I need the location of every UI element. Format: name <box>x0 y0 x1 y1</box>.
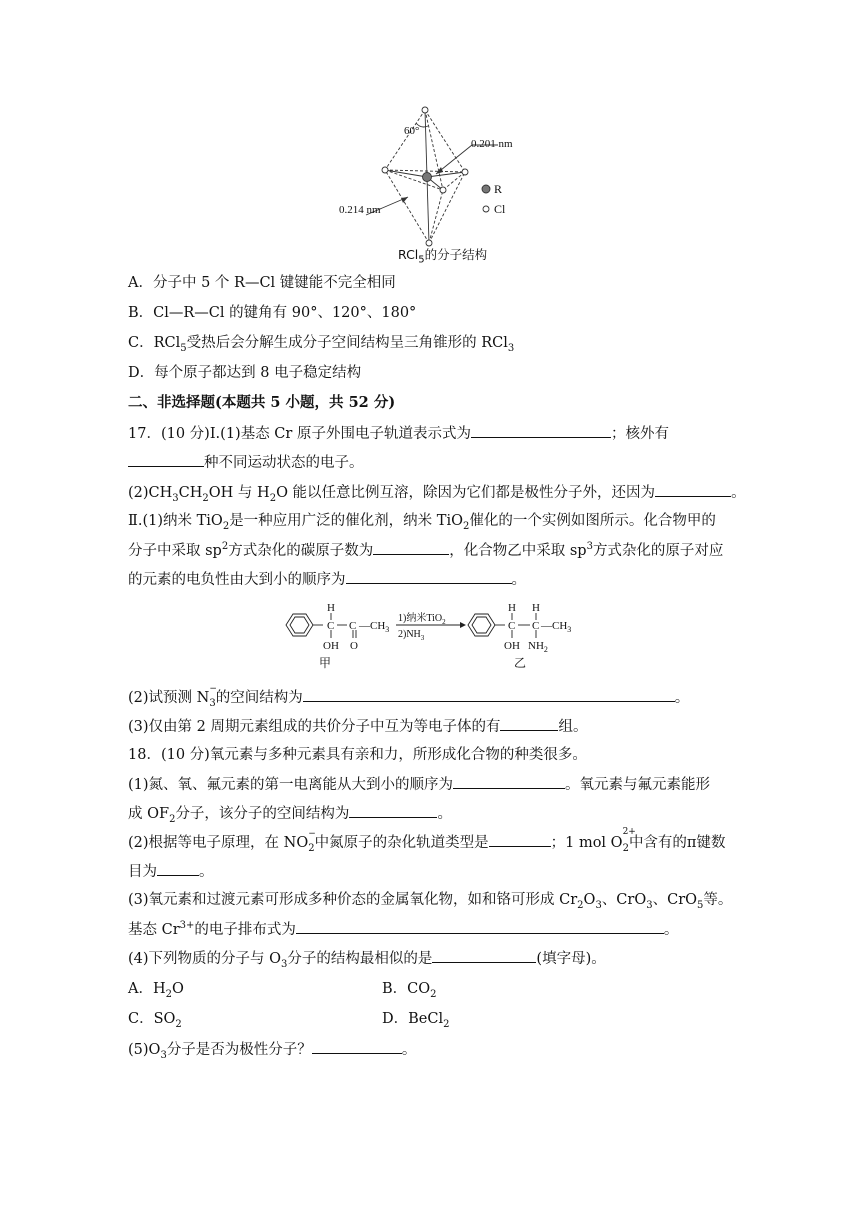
reactant-ch3: $—CH_3$ <box>359 620 390 634</box>
q16-option-c: C．RCl$_5$受热后会分解生成分子空间结构呈三角锥形的 RCl$_3$ <box>128 335 515 354</box>
product-ch3: $—CH_3$ <box>541 620 572 634</box>
legend-r: R <box>494 182 503 196</box>
answer-blank[interactable] <box>296 919 664 934</box>
answer-blank[interactable] <box>432 948 536 963</box>
q17-line6: 的元素的电负性由大到小的顺序为 。 <box>128 569 526 590</box>
q17-line7: (2)试预测 N $_{- 3}$的空间结构为 。 <box>128 683 690 709</box>
angle-label: 60° <box>404 125 420 137</box>
answer-blank[interactable] <box>655 482 731 497</box>
q18-options-row1 <box>128 979 628 999</box>
q17-line3: $(2)CH_3CH_2OH$ 与 $H_2O$ 能以任意比例互溶，除因为它们都是极性分子外，还因为 。 <box>128 482 746 503</box>
reactant-c2: C <box>349 620 357 632</box>
answer-blank[interactable] <box>157 861 199 876</box>
q18-line1: 18．(10 分)氧元素与多种元素具有亲和力，所形成化合物的种类很多。 <box>128 747 587 763</box>
section-heading: 二、非选择题(本题共 5 小题，共 52 分) <box>128 394 396 411</box>
q18-line7: 基态 $Cr^{3+}$的电子排布式为 。 <box>128 920 679 938</box>
q17-line2: 种不同运动状态的电子。 <box>128 452 364 473</box>
product-h1: H <box>508 602 516 614</box>
label-jia: 甲 <box>319 656 332 670</box>
q18-line2: (1)氮、氧、氟元素的第一电离能从大到小的顺序为 。氧元素与氟元素能形 <box>128 774 710 795</box>
answer-blank[interactable] <box>489 832 551 847</box>
q17-line5: 分子中采取 $sp^2$方式杂化的碳原子数为 ，化合物乙中采取 $sp^3$方式杂化的原子对应 <box>128 541 724 559</box>
q18-option-b: B．$CO_2$ <box>382 981 437 1000</box>
rcl5-structure-figure <box>320 100 550 265</box>
q18-option-d: D．BeCl$_2$ <box>382 1011 450 1030</box>
reactant-o: O <box>350 640 358 652</box>
product-h2: H <box>532 602 540 614</box>
q17-line1: 17．(10 分)Ⅰ.(1)基态 Cr 原子外围电子轨道表示式为 ；核外有 <box>128 423 669 444</box>
answer-blank[interactable] <box>453 774 565 789</box>
q18-line6: (3)氧元素和过渡元素可形成多种价态的金属氧化物，如和铬可形成 $Cr_2O_3$、CrO$_3$、CrO$_5$等。 <box>128 892 733 911</box>
q18-line4: (2)根据等电子原理，在 NO $_{- 2}$中氮原子的杂化轨道类型是 ；1 mol O $_{2+ 2}$中含有的π键数 <box>128 826 726 854</box>
answer-blank[interactable] <box>500 716 558 731</box>
q18-line3: 成 $OF_2$分子，该分子的空间结构为 。 <box>128 803 452 824</box>
product-oh: OH <box>504 640 520 652</box>
answer-blank[interactable] <box>303 687 675 702</box>
q17-line4: Ⅱ.(1)纳米 TiO$_2$是一种应用广泛的催化剂，纳米 TiO$_2$催化的一个实例如图所示。化合物甲的 <box>128 513 716 532</box>
answer-blank[interactable] <box>128 452 204 467</box>
q17-line8: (3)仅由第 2 周期元素组成的共价分子中互为等电子体的有 组。 <box>128 716 587 737</box>
bond-length-label-214: 0.214 nm <box>339 204 381 216</box>
product-c2: C <box>532 620 540 632</box>
q18-line10: $(5)O_3$分子是否为极性分子？ 。 <box>128 1039 416 1060</box>
reactant-c1: C <box>327 620 335 632</box>
product-nh2: $NH_2$ <box>528 640 548 654</box>
answer-blank[interactable] <box>471 423 611 438</box>
condition-1: 1)纳米TiO$_2$ <box>398 613 446 626</box>
q18-line5: 目为 。 <box>128 861 214 882</box>
bond-length-label-201: 0.201 nm <box>471 138 513 150</box>
q18-option-a: A．$H_2O$ <box>128 981 184 1000</box>
q16-option-d: D．每个原子都达到 8 电子稳定结构 <box>128 365 362 381</box>
legend-cl: Cl <box>494 202 506 216</box>
answer-blank[interactable] <box>346 569 512 584</box>
answer-blank[interactable] <box>349 803 437 818</box>
q16-option-a: A．分子中 5 个 R—Cl 键键能不完全相同 <box>128 275 396 291</box>
reaction-scheme <box>280 595 590 670</box>
q18-options-row2 <box>128 1009 628 1029</box>
condition-2: $2)NH_3$ <box>398 629 425 642</box>
q16-option-b: B．Cl—R—Cl 的键角有 90°、120°、180° <box>128 305 417 321</box>
product-c1: C <box>508 620 516 632</box>
reactant-oh: OH <box>323 640 339 652</box>
figure1-caption: RCl$_5$的分子结构 <box>398 247 488 266</box>
label-yi: 乙 <box>514 656 527 670</box>
reactant-h: H <box>327 602 335 614</box>
q18-option-c: C．$SO_2$ <box>128 1011 182 1030</box>
q18-line8: (4)下列物质的分子与 $O_3$分子的结构最相似的是 (填字母)。 <box>128 948 606 969</box>
answer-blank[interactable] <box>373 540 449 555</box>
answer-blank[interactable] <box>312 1039 402 1054</box>
